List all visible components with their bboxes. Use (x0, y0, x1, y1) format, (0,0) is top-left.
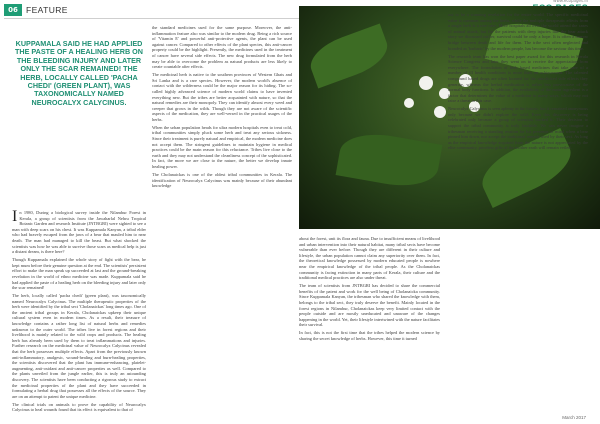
brand-subtitle: www.ecopages.in (553, 0, 588, 3)
paragraph: The herb, locally called 'pacha chedi' (green plant), was taxonomically named Neurocalyx Calycinus. The multiple therapeutic properties of the herb were identified by the tribal sect 'Cholanaickas' long times ago. One of the ancient tribal groups in Kerala, Cholanaickas upkeep their unique cultural system even in modern times. As a result, their treasure of knowledge contains a rather long list of natural herbs and remedies unknown to the outer world. The tribes live in forest regions and their livelihood is mainly related to the wild crops and products. The healing herb has already been used by them to treat inflammations and injuries. Further research on the medicinal value of Neurocalyx Calycinus revealed that the herb possesses multiple effects. Apart from the previously known anti-inflammatory, analgesic, wound-healing and burn-healing properties, the scientists discovered that the plant has immune-enhancing, platelet-augmenting, anti-oxidant and anti-cancer properties as well. Compared to the plants unveiled from the jungle earlier, this is truly an astounding discovery. The scientists have been conducting a rigorous study to extract the medicinal properties of the plant and they have succeeded in formulating a herbal drug that possesses all the effects of the source. They are on an attempt to patent the unique medicine. (12, 293, 146, 399)
paragraph: When the urban population heads for ultra modern hospitals even to treat cold, tribal communities simply pluck some herb and treat any serious sickness. Since their treatment is purely natural and empirical, the modern medicine does not accept them. The stringent guidelines to maintain hygiene in medical practices could be the main reason for this reluctance. Tribes live close to the earth and they may not understand the cleanliness concept of the sophisticated. In fact, the more we are close to the nature, the better we develop innate healing power. (152, 124, 292, 170)
page-number: 06 (4, 4, 22, 16)
paragraph: Neurocalyx Calycinus is seen aplenty in the forests, but it remained anonymous only because we didn't explore the wild. Even this discovery is being celebrated only because a group of scientists backed it. Their decision to support the tribal community is truly laudable. We can never imagine a tribesman receiving a standing ovation for his presence of mind when a bear pinned him down, nor accept the traditional remedy used by their sect. As long as the empirical knowledge acquired from the nature is not appreciated by the elite community, priceless gifts of the mother earth will remain veiled. (448, 106, 588, 151)
paragraph: The team of scientists from JNTBGRI has decided to share the commercial benefits of the patent and work for the well being of Cholanaicka community. Since Kuppamala Kanyan, the tribesman who shared the knowledge with them, belongs to the tribal sect, they truly deserve the benefit. Mainly located in the forest regions in Nilambur, Cholanaickas keep very limited contact with the people outside and are mostly uneducated and unaware of the changes happening in the world. Yet, their lifestyle intertwined with the nature facilitates their survival. (299, 283, 440, 328)
pull-quote: KUPPAMALA SAID HE HAD APPLIED THE PASTE OF A HEALING HERB ON THE BLEEDING INJURY AND LATER ONLY THE SCAR REMAINED! THE HERB, LOCALLY CALLED 'PACHA CHEDI' (GREEN PLANT), WAS TAXONOMICALLY NAMED NEUROCALYX CALYCINUS. (15, 39, 143, 107)
article-column-2 (152, 25, 292, 191)
paragraph: Though Kuppamala explained the whole story of fight with the bear, he kept mum before their genuine question at the end. The scientists' persistent effort to make the man speak up succeeded at last and the ground-breaking revelation in the world of ethno medicine was made. Kuppamala said he had applied the paste of a healing herb on the bleeding injury and later only the scar remained! (12, 257, 146, 291)
paragraph: out to be a stunning revelation for the entire world. The specific medicinal value is common among the herbs, while the multiple therapeutic effects from a single herb is a rare case. More hospitals all over the world attend the cases of animal attack, but for the patients with deep injuries like the bear attack story we discussed earlier, survival could be only a hope. It is often a narrow bridge between death and life for them. The tribe sect often neglected and branded as 'barbaric' by the modern people, has become the saviour this time. (448, 12, 588, 51)
paragraph (12, 210, 146, 255)
paragraph: The Cholanaickas is one of the oldest tribal communities in Kerala. The identification of Neurocalyx Calycinus was mainly because of their abundant knowledge (152, 172, 292, 189)
article-column-3 (299, 236, 440, 344)
paragraph: The clinical trials on animals to prove the capability of Neurocalyx Calycinus to heal wounds found that its effect is equivalent to that of (12, 401, 146, 413)
section-title: FEATURE (26, 5, 68, 15)
paragraph: about the forest, unit its flora and fauna. Due to insufficient means of livelihood and urban intervention into their natural habitat, many tribal sects have become vulnerable than ever before. Though they are different in their culture and lifestyle, the urban population cannot claim any superiority over them. In fact, the theoretical knowledge possessed by modern educated people is nowhere near the empirical knowledge of the tribal people. As the Cholanaickas community is facing extinction in many parts of Kerala, their culture and the traditional medical practices are also under threat. (299, 236, 440, 281)
paragraph: The research team has won the best paper award for this research in Kerala Science Congress and later they went on to receive the appreciation from everywhere. The formulation of herb based medicines that take care of a number of ill health conditions is more than an achievement. The talented compound based drugs are often loomed for the unsolicited side effects they generate, whereas the herbal medication is rather less provocative of the normal body functions. In addition, the availability of the main ingredient is a factor that determines the value of a medicine in many ways, which may not raise a threat in this case. (448, 53, 588, 104)
article-column-1 (12, 210, 146, 415)
drop-cap: I (12, 208, 18, 225)
paragraph-text: n 1980, During a biological survey inside the Nilambur Forest in Kerala, a group of scientists from the Jawaharlal Nehru Tropical Botanic Garden and research Institute (JNTBGRI) were sighted to see a man with deep scars on his chest. It was Kuppamala Kanyan, a tribal elder who had bravely escaped from the jaws of a bear that mauled him to near death. The man had managed to kill the beast. But what shocked the scientists was how he was able to survive those scars as medical help is just a distant dream, is there here? (12, 210, 146, 255)
paragraph: The medicinal herb is native to the southern provinces of Western Ghats and Sri Lanka and is a rare species. However, the modern world's absence of contact with the wilderness could be the major reason for its hiding. The so-called highly advanced science of modern world claims to have invented everything new. But the tribes are better acquainted with nature, so that the natural remedies are their monopoly. They can identify almost every weed and creeper that grows in the wilds. Though they are not aware of the scientific aspects of the medication, they are well-versed in the practical usages of the herbs. (152, 72, 292, 122)
paragraph: In fact, this is not the first time that the tribes helped the modern science by sharing the secret knowledge of herbs. However, this time it turned (299, 330, 440, 341)
issue-date: March 2017 (562, 415, 586, 420)
article-column-4 (448, 12, 588, 153)
paragraph: the standard medicines used for the same purpose. Moreover, the anti-inflammation feature also was similar to the modern drug. Being a rich source of 'Vitamin E' and powerful anti-protective agents, the plant can be used against cancer. Compared to other effects of the plant species, this anti-cancer property could be the highlight. Presently, the medicines used in the treatment of cancer have several side effects. The new drug formulated from the herb may be able to overcome the problem as natural products are less likely to create countable after effects. (152, 25, 292, 70)
